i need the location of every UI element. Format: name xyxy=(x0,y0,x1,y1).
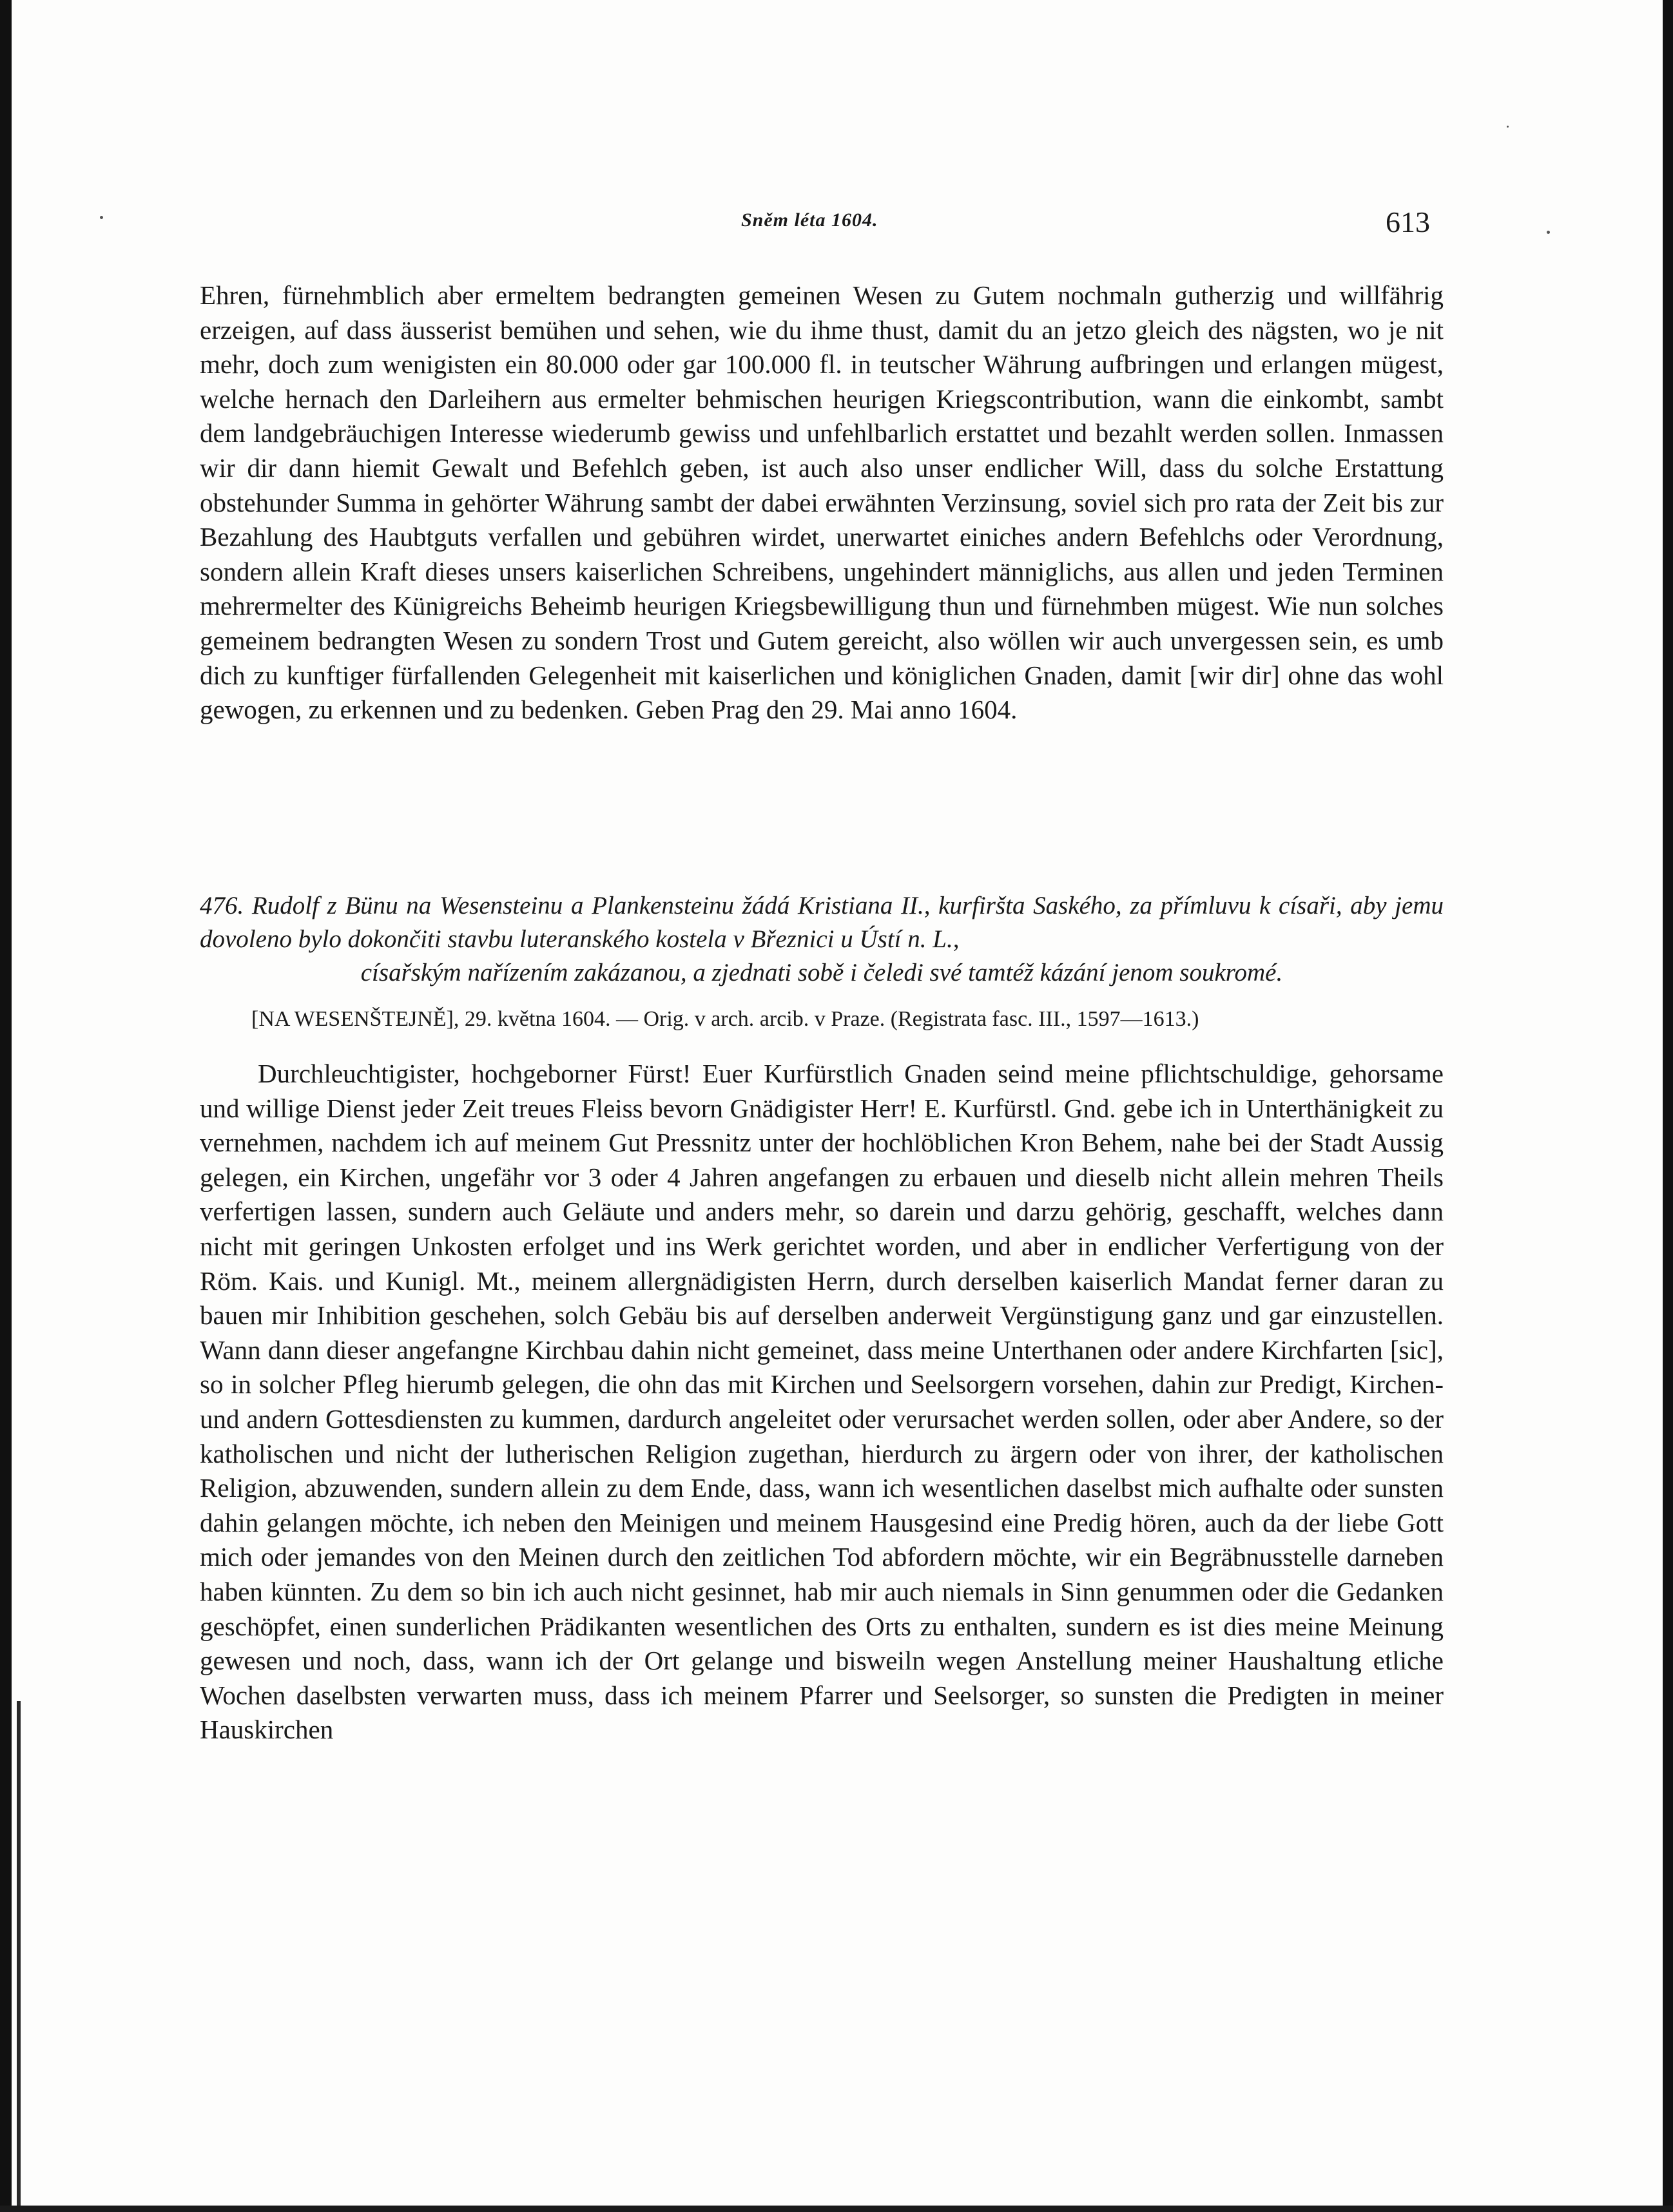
running-title: Sněm léta 1604. xyxy=(741,209,878,231)
page-number: 613 xyxy=(1386,206,1430,238)
scan-speck xyxy=(100,216,103,219)
document-number: 476. xyxy=(200,892,244,919)
document-source-note: [NA WESENŠTEJNĚ], 29. května 1604. — Orig. v arch. arcib. v Praze. (Registrata fasc. III., 1597—1613.) xyxy=(251,1007,1199,1031)
scan-speck xyxy=(1547,231,1550,234)
scan-border-left xyxy=(0,0,12,2212)
paragraph: Ehren, fürnehmblich aber ermeltem bedrangten gemeinen Wesen zu Gutem nochmaln gutherzig und willfährig erzeigen, auf dass äusserist bemühen und sehen, wie du ihme thust, damit du an jetzo gleich des nägsten, wo je nit mehr, doch zum wenigisten ein 80.000 oder gar 100.000 fl. in teutscher Währung aufbringen und erlangen mügest, welche hernach den Darleihern aus ermelter behmischen heurigen Kriegscontribution, wann die einkombt, sambt dem landgebräuchigen Interesse wiederumb gewiss und unfehlbarlich erstattet und bezahlt werden sollen. Inmassen wir dir dann hiemit Gewalt und Befehlch geben, ist auch also unser endlicher Will, dass du solche Erstattung obstehunder Summa in gehörter Währung sambt der dabei erwähnten Verzinsung, soviel sich pro rata der Zeit bis zur Bezahlung des Haubtguts verfallen und gebühren wirdet, unerwartet einiches andern Befehlchs oder Verordnung, sondern allein Kraft dieses unsers kaiserlichen Schreibens, ungehindert männiglichs, aus allen und jeden Terminen mehrermelter des Künigreichs Beheimb heurigen Kriegsbewilligung thun und fürnehmben mügest. Wie nun solches gemeinem bedrangten Wesen zu sondern Trost und Gutem gereicht, also wöllen wir auch unvergessen sein, es umb dich zu kunftiger fürfallenden Gelegenheit mit kaiserlichen und königlichen Gnaden, damit [wir dir] ohne das wohl gewogen, zu erkennen und zu bedenken. Geben Prag den 29. Mai anno 1604. xyxy=(200,280,1444,725)
document-heading xyxy=(200,889,1444,990)
scan-speck xyxy=(1507,126,1509,128)
scan-border-right xyxy=(1663,0,1673,2212)
document-heading-last-line: císařským nařízením zakázanou, a zjednati sobě i čeledi své tamtéž kázání jenom soukromé. xyxy=(360,959,1283,986)
document-heading-main: Rudolf z Bünu na Wesensteinu a Plankensteinu žádá Kristiana II., kurfiršta Saského, za přímluvu k císaři, aby jemu dovoleno bylo dokončiti stavbu luteranského kostela v Březnici u Ústí n. L., xyxy=(200,892,1444,953)
scan-border-left-inner xyxy=(17,1701,21,2210)
scan-border-bottom xyxy=(0,2206,1673,2212)
document-body xyxy=(200,1057,1444,1817)
text-block-continuation xyxy=(200,278,1444,794)
paragraph: Durchleuchtigister, hochgeborner Fürst! Euer Kurfürstlich Gnaden seind meine pflichtschuldige, gehorsame und willige Dienst jeder Zeit treues Fleiss bevorn Gnädigister Herr! E. Kurfürstl. Gnd. gebe ich in Unterthänigkeit zu vernehmen, nachdem ich auf meinem Gut Pressnitz unter der hochlöblichen Kron Behem, nahe bei der Stadt Aussig gelegen, ein Kirchen, ungefähr vor 3 oder 4 Jahren angefangen zu erbauen und dieselb nicht allein mehren Theils verfertigen lassen, sundern auch Geläute und anders mehr, so darein und darzu gehörig, geschafft, welches dann nicht mit geringen Unkosten erfolget und ins Werk gerichtet worden, und aber in endlicher Verfertigung von der Röm. Kais. und Kunigl. Mt., meinem allergnädigisten Herrn, durch derselben kaiserlich Mandat ferner daran zu bauen mir Inhibition geschehen, solch Gebäu bis auf derselben anderweit Vergünstigung ganz und gar einzustellen. Wann dann dieser angefangne Kirchbau dahin nicht gemeinet, dass meine Unterthanen oder andere Kirchfarten [sic], so in solcher Pfleg hierumb gelegen, die ohn das mit Kirchen und Seelsorgern vorsehen, dahin zur Predigt, Kirchen- und andern Gottesdiensten zu kummen, dardurch angeleitet oder verursachet werden sollen, oder aber Andere, so der katholischen und nicht der lutherischen Religion zugethan, hierdurch zu ärgern oder von ihrer, der katholischen Religion, abzuwenden, sundern allein zu dem Ende, dass, wann ich wesentlichen daselbst mich aufhalte oder sunsten dahin gelangen möchte, ich neben den Meinigen und meinem Hausgesind eine Predig hören, auch da der liebe Gott mich oder jemandes von den Meinen durch den zeitlichen Tod abfordern möchte, wir ein Begräbnusstelle darneben haben künnten. Zu dem so bin ich auch nicht gesinnet, hab mir auch niemals in Sinn genummen oder die Gedanken geschöpfet, einen sunderlichen Prädikanten wesentlichen des Orts zu enthalten, sundern es ist dies meine Meinung gewesen und noch, dass, wann ich der Ort gelange und bisweiln wegen Anstellung meiner Haushaltung etliche Wochen daselbsten verwarten muss, dass ich meinem Pfarrer und Seelsorger, so sunsten die Predigten in meiner Hauskirchen xyxy=(200,1059,1444,1745)
